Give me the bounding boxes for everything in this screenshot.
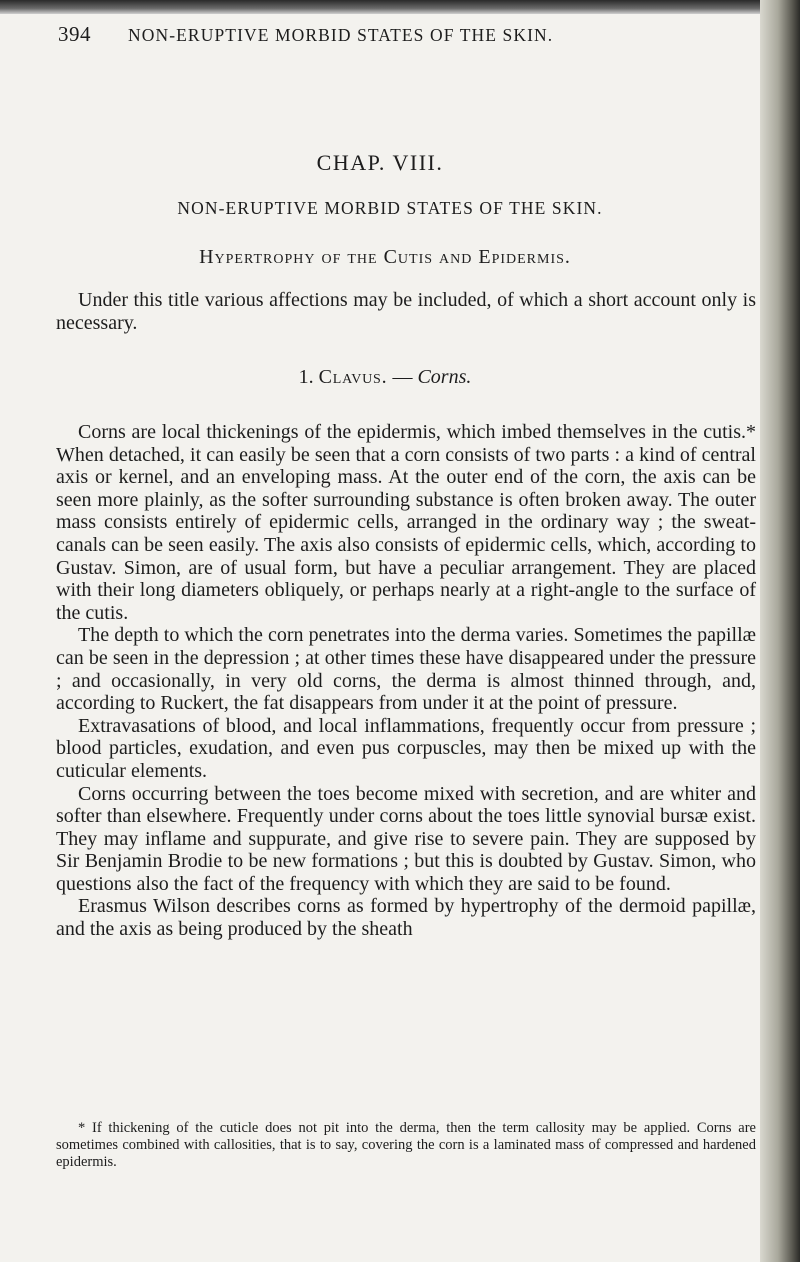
- section-title: Hypertrophy of the Cutis and Epidermis.: [199, 246, 571, 268]
- paragraph: Corns are local thickenings of the epidermis, which imbed themselves in the cutis.* When detached, it can easily be seen that a corn consists of two parts : a kind of central axis or kernel, and an enveloping mass. At the outer end of the corn, the axis can be seen more plainly, as the softer surrounding substance is often broken away. The outer mass consists entirely of epidermic cells, arranged in the ordinary way ; the sweat-canals can be seen easily. The axis also consists of epidermic cells, which, according to Gustav. Simon, are of usual form, but have a peculiar arrangement. They are placed with their long diameters obliquely, or perhaps nearly at a right-angle to the surface of the cutis.: [56, 421, 756, 624]
- body-text: [56, 421, 756, 941]
- subsection-number: 1.: [298, 366, 314, 388]
- chapter-title: NON-ERUPTIVE MORBID STATES OF THE SKIN.: [177, 198, 603, 218]
- subsection-name: Clavus.: [318, 366, 388, 388]
- page-number: 394: [58, 22, 91, 46]
- intro-paragraph-block: [56, 289, 756, 334]
- book-spine-shadow: [760, 0, 800, 1262]
- page-top-edge: [0, 0, 800, 14]
- subsection-dash: —: [392, 366, 413, 388]
- footnote: [56, 1120, 756, 1171]
- paragraph: The depth to which the corn penetrates into the derma varies. Sometimes the papillæ can be seen in the depression ; at other times these have disappeared under the pressure ; and occasionally, in very old corns, the derma is almost thinned through, and, according to Ruckert, the fat disappears from under it at the point of pressure.: [56, 624, 756, 715]
- paragraph: Corns occurring between the toes become mixed with secretion, and are whiter and softer than elsewhere. Frequently under corns about the toes little synovial bursæ exist. They may inflame and suppurate, and give rise to severe pain. They are supposed by Sir Benjamin Brodie to be new formations ; but this is doubted by Gustav. Simon, who questions also the fact of the frequency with which they are said to be found.: [56, 782, 756, 895]
- subsection-heading: [0, 366, 770, 389]
- running-head: [58, 22, 758, 48]
- paragraph: Extravasations of blood, and local inflammations, frequently occur from pressure ; blood particles, exudation, and even pus corpuscles, may then be mixed up with the cuticular elements.: [56, 714, 756, 782]
- intro-paragraph: Under this title various affections may be included, of which a short account only is necessary.: [56, 289, 756, 334]
- subsection-english: Corns.: [417, 366, 472, 388]
- footnote-text: * If thickening of the cuticle does not pit into the derma, then the term callosity may be applied. Corns are sometimes combined with callosities, that is to say, covering the corn is a laminated mass of compressed and hardened epidermis.: [56, 1120, 756, 1170]
- chapter-number: CHAP. VIII.: [316, 150, 444, 175]
- running-title: NON-ERUPTIVE MORBID STATES OF THE SKIN.: [128, 25, 554, 45]
- paragraph: Erasmus Wilson describes corns as formed by hypertrophy of the dermoid papillæ, and the axis as being produced by the sheath: [56, 895, 756, 941]
